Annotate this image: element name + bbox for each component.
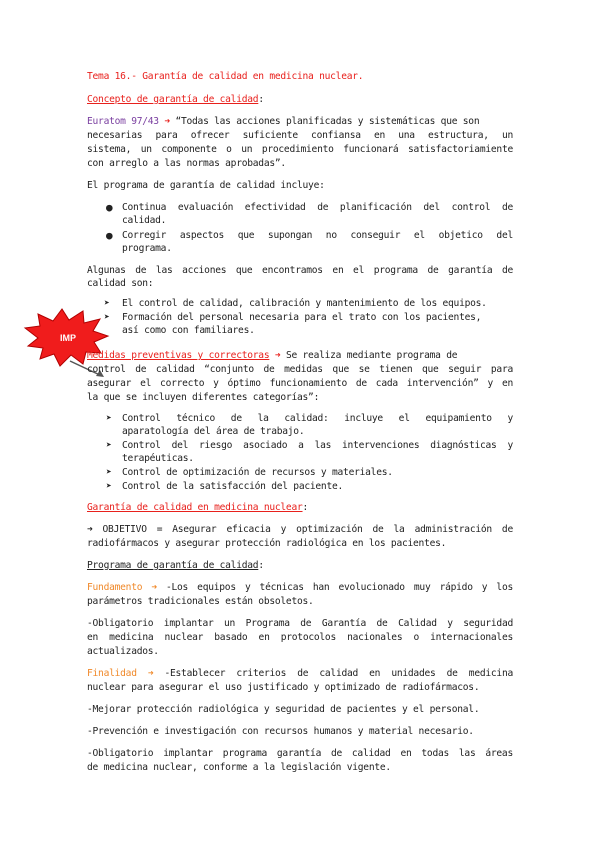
chevron-right-icon: ➤: [106, 467, 112, 478]
oblig1-line-3: actualizados.: [87, 646, 159, 657]
finalidad-text: -Establecer criterios de calidad en unidades de medicina: [164, 668, 513, 679]
chevron-right-icon: ➤: [106, 413, 112, 424]
page-title: Tema 16.- Garantía de calidad en medicina nuclear.: [87, 71, 364, 82]
bullet-item-1-line-1: Continua evaluación efectividad de planificación del control de: [122, 202, 513, 213]
arrow-right-icon: ➜: [87, 524, 93, 535]
action-item-2-line-2: así como con familiares.: [122, 325, 255, 336]
control-item-2-line-1: Control del riesgo asociado a las intervenciones diagnósticas y: [122, 440, 513, 451]
bullet-item-1-line-2: calidad.: [122, 215, 167, 226]
heading-text: Concepto de garantía de calidad: [87, 94, 259, 105]
prevencion-line: -Prevención e investigación con recursos humanos y material necesario.: [87, 726, 474, 737]
quote-line-4: con arreglo a las normas aprobadas”.: [87, 158, 286, 169]
source-label: Euratom 97/43: [87, 116, 159, 127]
fundamento-line-2: parámetros tradicionales están obsoletos.: [87, 596, 314, 607]
oblig1-line-1: -Obligatorio implantar un Programa de Garantía de Calidad y seguridad: [87, 618, 513, 629]
arrow-right-icon: ➜: [147, 668, 154, 679]
bullet-dot-icon: ●: [106, 229, 113, 242]
chevron-right-icon: ➤: [106, 481, 112, 492]
heading-medidas: Medidas preventivas y correctoras: [87, 350, 270, 361]
objetivo-text: OBJETIVO = Asegurar eficacia y optimización de la administración de: [102, 524, 513, 535]
finalidad-line-1: [87, 667, 513, 680]
heading-text: Programa de garantía de calidad: [87, 560, 259, 571]
medidas-text: Se realiza mediante programa de: [285, 350, 458, 361]
fundamento-line-1: [87, 581, 513, 594]
heading-colon: :: [258, 94, 264, 105]
action-item-2-line-1: Formación del personal necesaria para el trato con los pacientes,: [122, 312, 482, 323]
arrow-right-icon: ➜: [151, 582, 157, 593]
fundamento-label: Fundamento: [87, 582, 143, 593]
medidas-line-2: control de calidad “conjunto de medidas que se tienen que seguir para: [87, 364, 513, 375]
actions-intro-line-2: calidad son:: [87, 278, 154, 289]
control-item-2-line-2: terapéuticas.: [122, 453, 194, 464]
arrow-right-icon: ➜: [164, 116, 170, 127]
control-item-4: Control de la satisfacción del paciente.: [122, 481, 344, 492]
control-item-1-line-1: Control técnico de la calidad: incluye el equipamiento y: [122, 413, 513, 424]
medidas-line-3: asegurar el correcto y óptimo funcionamiento de cada intervención” y en: [87, 378, 513, 389]
section-heading-garantia: [87, 501, 308, 514]
oblig2-line-2: de medicina nuclear, conforme a la legislación vigente.: [87, 762, 391, 773]
chevron-right-icon: ➤: [104, 298, 110, 309]
medidas-line-1: [87, 349, 457, 362]
chevron-right-icon: ➤: [106, 440, 112, 451]
heading-colon: :: [302, 502, 309, 513]
mejorar-line: -Mejorar protección radiológica y seguridad de pacientes y el personal.: [87, 704, 480, 715]
objetivo-line-1: [87, 523, 513, 536]
control-item-3: Control de optimización de recursos y materiales.: [122, 467, 393, 478]
action-item-1: El control de calidad, calibración y mantenimiento de los equipos.: [122, 298, 487, 309]
heading-text: Garantía de calidad en medicina nuclear: [87, 502, 303, 513]
heading-colon: :: [258, 560, 264, 571]
objetivo-line-2: radiofármacos y asegurar protección radiológica en los pacientes.: [87, 538, 447, 549]
finalidad-label: Finalidad: [87, 668, 137, 679]
section-heading-concepto: [87, 93, 264, 106]
medidas-line-4: la que se incluyen diferentes categorías”:: [87, 392, 320, 403]
quote-text: “Todas las acciones planificadas y sistemáticas que son: [175, 116, 480, 127]
oblig1-line-2: en medicina nuclear basado en protocolos nacionales o internacionales: [87, 632, 513, 643]
control-item-1-line-2: aparatología del área de trabajo.: [122, 426, 305, 437]
bullet-dot-icon: ●: [106, 201, 113, 214]
bullet-item-2-line-1: Corregir aspectos que supongan no conseguir el objetico del: [122, 230, 513, 241]
arrow-right-icon: ➜: [274, 350, 281, 361]
chevron-right-icon: ➤: [104, 312, 110, 323]
quote-line-3: sistema, un componente o un procedimiento funcionará satisfactoriamiente: [87, 144, 513, 155]
quote-line-1: [87, 115, 479, 128]
quote-line-2: necesarias para ofrecer suficiente confiansa en una estructura, un: [87, 130, 513, 141]
oblig2-line-1: -Obligatorio implantar programa garantía de calidad en todas las áreas: [87, 748, 513, 759]
fundamento-text: -Los equipos y técnicas han evolucionado muy rápido y los: [165, 582, 513, 593]
finalidad-line-2: nuclear para asegurar el uso justificado y optimizado de radiofármacos.: [87, 682, 480, 693]
program-intro: El programa de garantía de calidad incluye:: [87, 180, 325, 191]
imp-badge-text: IMP: [60, 333, 77, 343]
actions-intro-line-1: Algunas de las acciones que encontramos en el programa de garantía de: [87, 265, 513, 276]
bullet-item-2-line-2: programa.: [122, 243, 172, 254]
section-heading-programa: [87, 559, 264, 572]
